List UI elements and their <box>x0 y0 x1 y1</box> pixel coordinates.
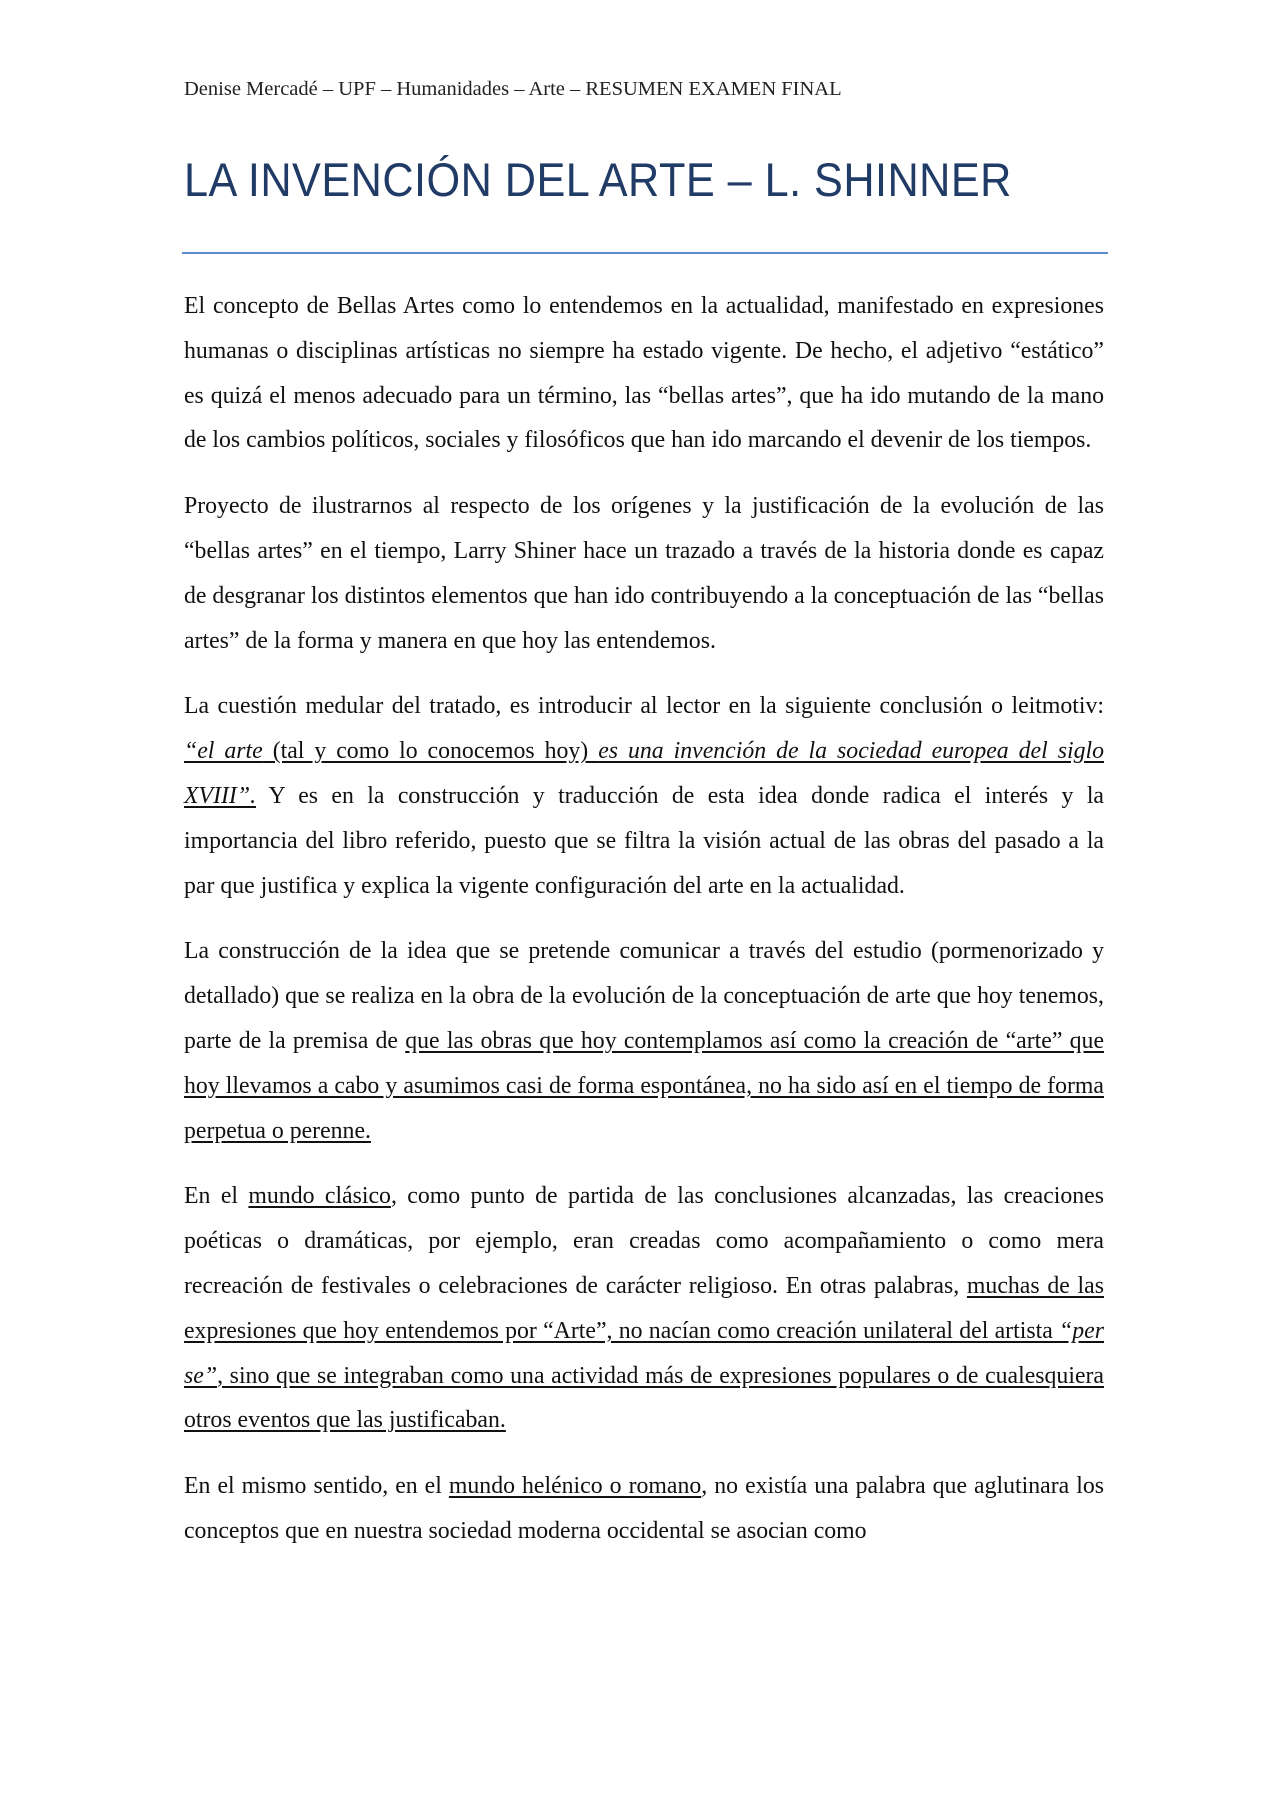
mundo-helenico-underlined: mundo helénico o romano <box>448 1473 702 1500</box>
mundo-clasico-underlined: mundo clásico <box>248 1183 391 1210</box>
per-se-italic: “per se” <box>184 1317 1104 1389</box>
paragraph-1: El concepto de Bellas Artes como lo entendemos en la actualidad, manifestado en expresiones humanas o disciplinas artísticas no siempre ha estado vigente. De hecho, el adjetivo “estático” es quizá el menos adecuado para un término, las “bellas artes”, que ha ido mutando de la mano de los cambios políticos, sociales y filosóficos que han ido marcando el devenir de los tiempos. <box>184 293 1104 454</box>
paragraph-5 <box>184 1174 1104 1443</box>
expressions-continuation: , sino que se integraban como una actividad más de expresiones populares o de cualesquiera otros eventos que las justificaban. <box>184 1362 1104 1434</box>
running-header: Denise Mercadé – UPF – Humanidades – Arte – RESUMEN EXAMEN FINAL <box>184 78 842 100</box>
thesis-quote-start: “el arte <box>184 738 263 765</box>
paragraph-6 <box>184 1464 1104 1554</box>
paragraph-5-text: , como punto de partida de las conclusiones alcanzadas, las creaciones poéticas o dramáticas, por ejemplo, eran creadas como acompañamiento o como mera recreación de festivales o celebraciones de carácter religioso. En otras palabras, <box>184 1183 1104 1299</box>
paragraph-6-intro: En el mismo sentido, en el <box>184 1473 449 1500</box>
paragraph-2: Proyecto de ilustrarnos al respecto de los orígenes y la justificación de la evolución de las “bellas artes” en el tiempo, Larry Shiner hace un trazado a través de la historia donde es capaz de desgranar los distintos elementos que han ido contribuyendo a la conceptuación de las “bellas artes” de la forma y manera en que hoy las entendemos. <box>184 493 1104 654</box>
thesis-quote-parenthetical: (tal y como lo conocemos hoy) <box>262 738 599 765</box>
premise-underlined: que las obras que hoy contemplamos así como la creación de “arte” que hoy llevamos a cabo y asumimos casi de forma espontánea, no ha sido así en el tiempo de forma perpetua o perenne. <box>184 1027 1105 1144</box>
expressions-text: muchas de las expresiones que hoy entendemos por “Arte”, no nacían como creación unilateral del artista <box>184 1272 1104 1344</box>
paragraph-5-intro: En el <box>184 1183 249 1210</box>
document-body <box>184 284 1104 1575</box>
paragraph-4 <box>184 929 1104 1153</box>
paragraph-4-text: La construcción de la idea que se pretende comunicar a través del estudio (pormenorizado y detallado) que se realiza en la obra de la evolución de la conceptuación de arte que hoy tenemos, parte de la premisa de <box>184 938 1104 1054</box>
paragraph-3 <box>184 684 1104 908</box>
paragraph-3-text: La cuestión medular del tratado, es introducir al lector en la siguiente conclusión o leitmotiv: <box>184 693 1104 720</box>
title-divider <box>182 252 1108 254</box>
thesis-quote-end: es una invención de la sociedad europea del siglo XVIII”. <box>184 738 1104 809</box>
paragraph-3-continuation: Y es en la construcción y traducción de esta idea donde radica el interés y la importancia del libro referido, puesto que se filtra la visión actual de las obras del pasado a la par que justifica y explica la vigente configuración del arte en la actualidad. <box>184 782 1104 899</box>
document-title: LA INVENCIÓN DEL ARTE – L. SHINNER <box>184 153 1012 206</box>
paragraph-6-text: , no existía una palabra que aglutinara los conceptos que en nuestra sociedad moderna occidental se asocian como <box>184 1473 1104 1544</box>
